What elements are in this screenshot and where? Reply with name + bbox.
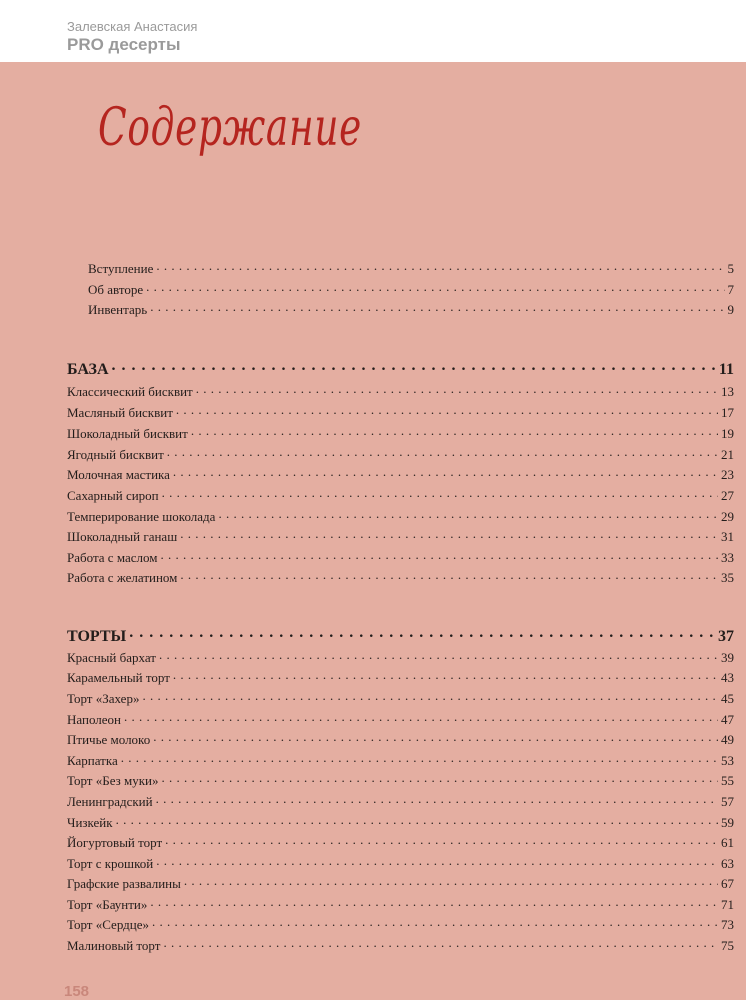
dot-leader	[165, 830, 718, 850]
toc-entry[interactable]	[67, 874, 734, 894]
entry-label: Торт «Без муки»	[67, 773, 159, 788]
toc-entry[interactable]	[67, 424, 734, 444]
entry-page: 7	[727, 282, 734, 297]
dot-leader	[156, 789, 718, 809]
dot-leader	[159, 645, 718, 665]
toc-entry[interactable]	[67, 771, 734, 791]
entry-page: 19	[721, 426, 734, 441]
entry-page: 71	[721, 897, 734, 912]
dot-leader	[129, 622, 715, 642]
dot-leader	[156, 256, 724, 276]
toc-entry[interactable]	[67, 465, 734, 485]
dot-leader	[153, 727, 718, 747]
entry-page: 75	[721, 938, 734, 953]
entry-page: 63	[721, 856, 734, 871]
author-name: Залевская Анастасия	[67, 19, 198, 34]
entry-label: Торт «Сердце»	[67, 917, 149, 932]
section-label: ТОРТЫ	[67, 628, 127, 645]
dot-leader	[150, 297, 724, 317]
entry-page: 27	[721, 488, 734, 503]
entry-page: 67	[721, 876, 734, 891]
toc-entry[interactable]	[67, 936, 734, 956]
dot-leader	[162, 768, 718, 788]
dot-leader	[160, 545, 718, 565]
entry-label: Работа с желатином	[67, 570, 178, 585]
entry-label: Чизкейк	[67, 815, 113, 830]
dot-leader	[152, 912, 718, 932]
page-number: 158	[64, 983, 90, 1000]
entry-label: Молочная мастика	[67, 467, 170, 482]
toc-entry[interactable]	[67, 403, 734, 423]
dot-leader	[196, 379, 718, 399]
dot-leader	[180, 565, 718, 585]
dot-leader	[163, 933, 718, 953]
toc-entry[interactable]	[67, 833, 734, 853]
entry-label: Вступление	[88, 261, 154, 276]
entry-page: 53	[721, 753, 734, 768]
toc-entry[interactable]	[67, 915, 734, 935]
entry-label: Карамельный торт	[67, 670, 170, 685]
entry-page: 61	[721, 835, 734, 850]
toc-entry[interactable]	[67, 382, 734, 402]
dot-leader	[124, 707, 718, 727]
entry-label: Работа с маслом	[67, 550, 158, 565]
entry-page: 31	[721, 529, 734, 544]
entry-label: Карпатка	[67, 753, 118, 768]
entry-label: Птичье молоко	[67, 732, 151, 747]
entry-page: 17	[721, 405, 734, 420]
toc-entry[interactable]	[67, 486, 734, 506]
dot-leader	[156, 851, 718, 871]
entry-label: Инвентарь	[88, 302, 148, 317]
entry-label: Йогуртовый торт	[67, 835, 163, 850]
dot-leader	[180, 524, 718, 544]
dot-leader	[162, 483, 718, 503]
entry-page: 9	[727, 302, 734, 317]
dot-leader	[176, 400, 718, 420]
toc-entry[interactable]	[67, 689, 734, 709]
section-page: 11	[718, 361, 734, 378]
toc-entry[interactable]	[67, 668, 734, 688]
dot-leader	[218, 504, 718, 524]
entry-page: 49	[721, 732, 734, 747]
dot-leader	[121, 748, 718, 768]
entry-label: Графские развалины	[67, 876, 181, 891]
dot-leader	[116, 810, 718, 830]
entry-page: 21	[721, 447, 734, 462]
dot-leader	[112, 355, 716, 375]
entry-page: 73	[721, 917, 734, 932]
entry-label: Ягодный бисквит	[67, 447, 164, 462]
entry-page: 45	[721, 691, 734, 706]
dot-leader	[173, 665, 718, 685]
entry-label: Торт «Баунти»	[67, 897, 148, 912]
entry-page: 47	[721, 712, 734, 727]
entry-label: Торт «Захер»	[67, 691, 140, 706]
dot-leader	[173, 462, 718, 482]
entry-page: 5	[727, 261, 734, 276]
entry-label: Ленинградский	[67, 794, 153, 809]
entry-page: 43	[721, 670, 734, 685]
entry-label: Шоколадный ганаш	[67, 529, 178, 544]
entry-label: Торт с крошкой	[67, 856, 154, 871]
entry-label: Масляный бисквит	[67, 405, 173, 420]
entry-label: Об авторе	[88, 282, 144, 297]
toc-entry[interactable]	[67, 527, 734, 547]
entry-label: Темперирование шоколада	[67, 509, 216, 524]
entry-label: Шоколадный бисквит	[67, 426, 188, 441]
book-title: PRO десерты	[67, 35, 181, 54]
dot-leader	[191, 421, 718, 441]
entry-label: Красный бархат	[67, 650, 156, 665]
entry-page: 57	[721, 794, 734, 809]
dot-leader	[167, 442, 718, 462]
entry-page: 59	[721, 815, 734, 830]
section-label: БАЗА	[67, 361, 109, 378]
toc-heading: Содержание	[98, 98, 363, 158]
entry-page: 13	[721, 384, 734, 399]
entry-label: Классический бисквит	[67, 384, 193, 399]
toc-entry[interactable]	[67, 792, 734, 812]
dot-leader	[142, 686, 718, 706]
entry-page: 23	[721, 467, 734, 482]
running-header	[0, 0, 746, 62]
section-page: 37	[718, 628, 734, 645]
dot-leader	[146, 277, 724, 297]
toc-entry[interactable]	[88, 259, 734, 279]
dot-leader	[150, 892, 718, 912]
dot-leader	[184, 871, 718, 891]
entry-page: 55	[721, 773, 734, 788]
entry-page: 29	[721, 509, 734, 524]
toc-section-heading[interactable]	[67, 359, 734, 381]
entry-label: Сахарный сироп	[67, 488, 159, 503]
entry-label: Малиновый торт	[67, 938, 161, 953]
entry-page: 39	[721, 650, 734, 665]
toc-entry[interactable]	[88, 300, 734, 320]
toc-entry[interactable]	[67, 730, 734, 750]
entry-page: 35	[721, 570, 734, 585]
toc-entry[interactable]	[67, 568, 734, 588]
entry-page: 33	[721, 550, 734, 565]
entry-label: Наполеон	[67, 712, 121, 727]
